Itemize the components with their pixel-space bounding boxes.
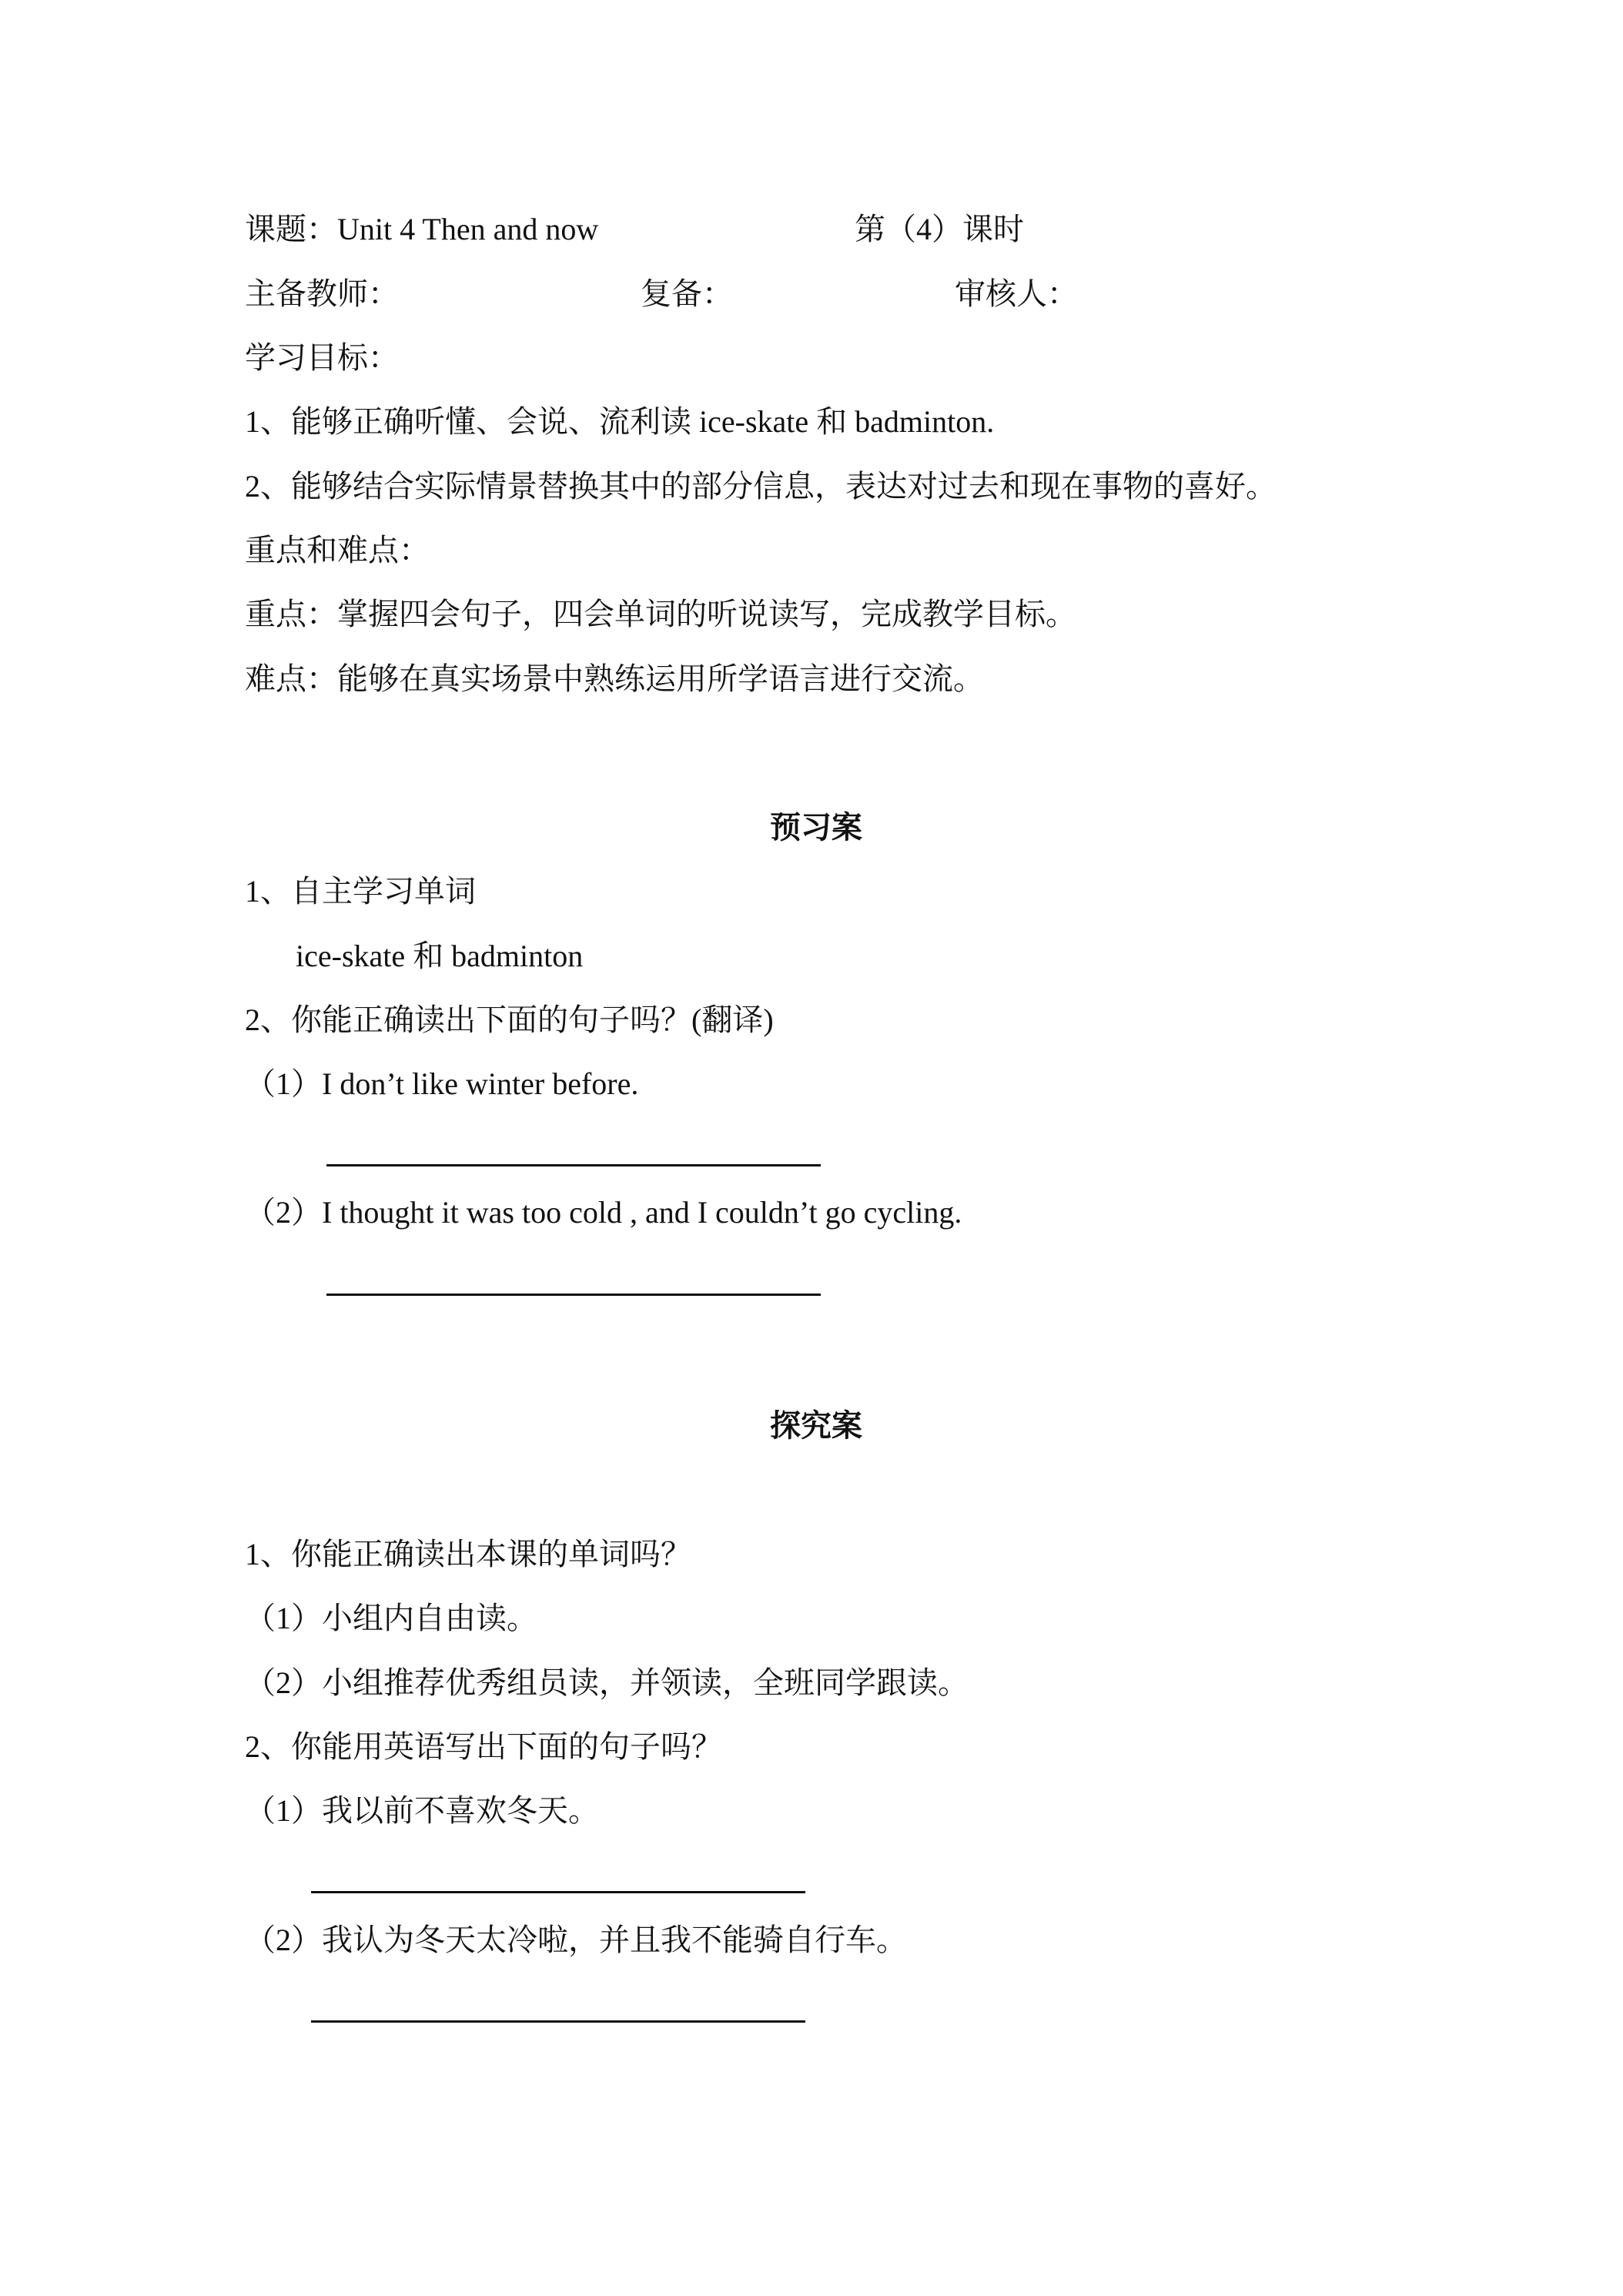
preview-sentence-2: （2）I thought it was too cold , and I couldn’t go cycling.: [245, 1195, 962, 1230]
goal-item-1: 1、能够正确听懂、会说、流利读 ice-skate 和 badminton.: [245, 404, 995, 439]
answer-blank-2[interactable]: [326, 1294, 821, 1296]
preview-question-2: 2、你能正确读出下面的句子吗？(翻译): [245, 1002, 774, 1037]
preview-section-title: 预习案: [770, 810, 862, 845]
explore-section-title: 探究案: [770, 1408, 862, 1443]
focus-title: 重点和难点：: [245, 533, 430, 567]
key-point: 重点：掌握四会句子，四会单词的听说读写，完成教学目标。: [245, 597, 1076, 631]
preview-words: ice-skate 和 badminton: [296, 939, 584, 973]
explore-sentence-2: （2）我认为冬天太冷啦，并且我不能骑自行车。: [245, 1923, 907, 1957]
explore-item-1b: （2）小组推荐优秀组员读，并领读，全班同学跟读。: [245, 1665, 969, 1700]
explore-question-2: 2、你能用英语写出下面的句子吗？: [245, 1729, 722, 1764]
preview-sentence-1: （1）I don’t like winter before.: [245, 1066, 639, 1101]
difficult-point: 难点：能够在真实场景中熟练运用所学语言进行交流。: [245, 661, 984, 696]
lesson-topic: 课题：Unit 4 Then and now: [245, 212, 599, 246]
answer-blank-3[interactable]: [311, 1891, 805, 1893]
explore-question-1: 1、你能正确读出本课的单词吗？: [245, 1537, 691, 1571]
explore-sentence-1: （1）我以前不喜欢冬天。: [245, 1793, 599, 1828]
preview-question-1: 1、自主学习单词: [245, 874, 476, 909]
explore-item-1a: （1）小组内自由读。: [245, 1601, 537, 1635]
answer-blank-1[interactable]: [326, 1164, 821, 1166]
goal-item-2: 2、能够结合实际情景替换其中的部分信息，表达对过去和现在事物的喜好。: [245, 469, 1277, 504]
lead-teacher-label: 主备教师：: [245, 276, 399, 311]
approver-label: 审核人：: [955, 276, 1078, 311]
review-label: 复备：: [641, 276, 733, 311]
answer-blank-4[interactable]: [311, 2020, 805, 2023]
goals-title: 学习目标：: [245, 340, 399, 375]
lesson-period: 第（4）课时: [855, 212, 1024, 246]
